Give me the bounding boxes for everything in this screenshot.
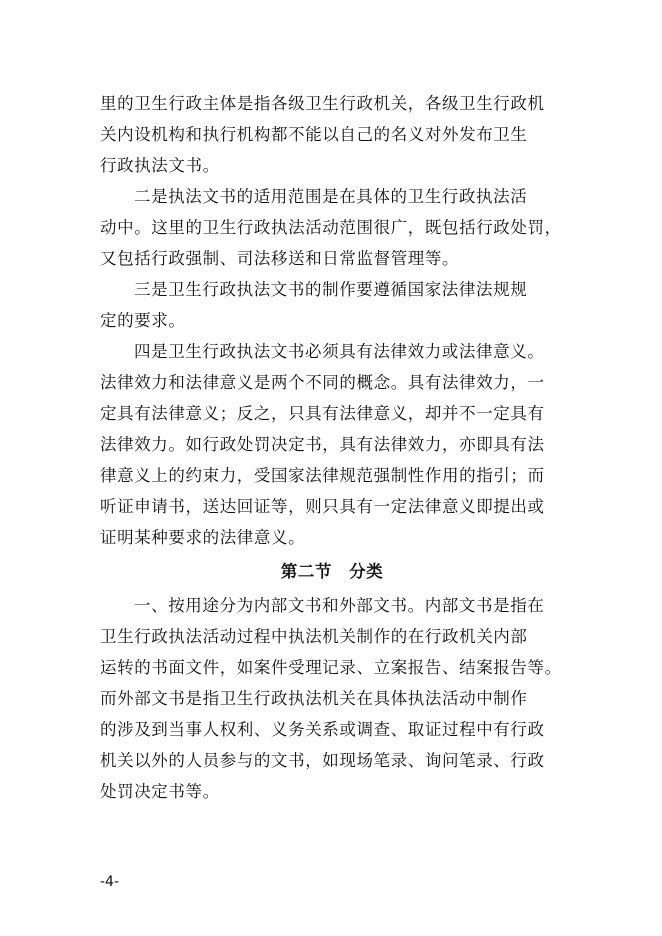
text-line: 一、按用途分为内部文书和外部文书。内部文书是指在 (134, 596, 545, 615)
text-line: 行政执法文书。 (100, 156, 220, 175)
text-line: 的涉及到当事人权利、义务关系或调查、取证过程中有行政 (100, 720, 545, 739)
text-line: 机关以外的人员参与的文书，如现场笔录、询问笔录、行政 (100, 751, 545, 770)
text-line: 又包括行政强制、司法移送和日常监督管理等。 (100, 249, 460, 268)
text-line: 里的卫生行政主体是指各级卫生行政机关，各级卫生行政机 (100, 94, 545, 113)
text-line: 三是卫生行政执法文书的制作要遵循国家法律法规规 (134, 280, 528, 299)
page-number: -4- (100, 874, 120, 890)
section-heading: 第二节 分类 (280, 562, 384, 581)
text-line: 四是卫生行政执法文书必须具有法律效力或法律意义。 (134, 342, 545, 361)
text-line: 二是执法文书的适用范围是在具体的卫生行政执法活 (134, 187, 528, 206)
text-line: 证明某种要求的法律意义。 (100, 528, 306, 547)
text-line: 定具有法律意义；反之，只具有法律意义，却并不一定具有 (100, 404, 545, 423)
text-line: 定的要求。 (100, 311, 186, 330)
text-line: 运转的书面文件，如案件受理记录、立案报告、结案报告等。 (100, 658, 562, 677)
body-text (100, 88, 564, 807)
text-line: 处罚决定书等。 (100, 782, 220, 801)
text-line: 律意义上的约束力，受国家法律规范强制性作用的指引；而 (100, 466, 545, 485)
text-line: 听证申请书，送达回证等，则只具有一定法律意义即提出或 (100, 497, 545, 516)
text-line: 关内设机构和执行机构都不能以自己的名义对外发布卫生 (100, 125, 528, 144)
text-line: 法律效力。如行政处罚决定书，具有法律效力，亦即具有法 (100, 435, 545, 454)
text-line: 卫生行政执法活动过程中执法机关制作的在行政机关内部 (100, 627, 528, 646)
text-line: 而外部文书是指卫生行政执法机关在具体执法活动中制作 (100, 689, 528, 708)
text-line: 法律效力和法律意义是两个不同的概念。具有法律效力，一 (100, 373, 545, 392)
text-line: 动中。这里的卫生行政执法活动范围很广，既包括行政处罚， (100, 218, 562, 237)
